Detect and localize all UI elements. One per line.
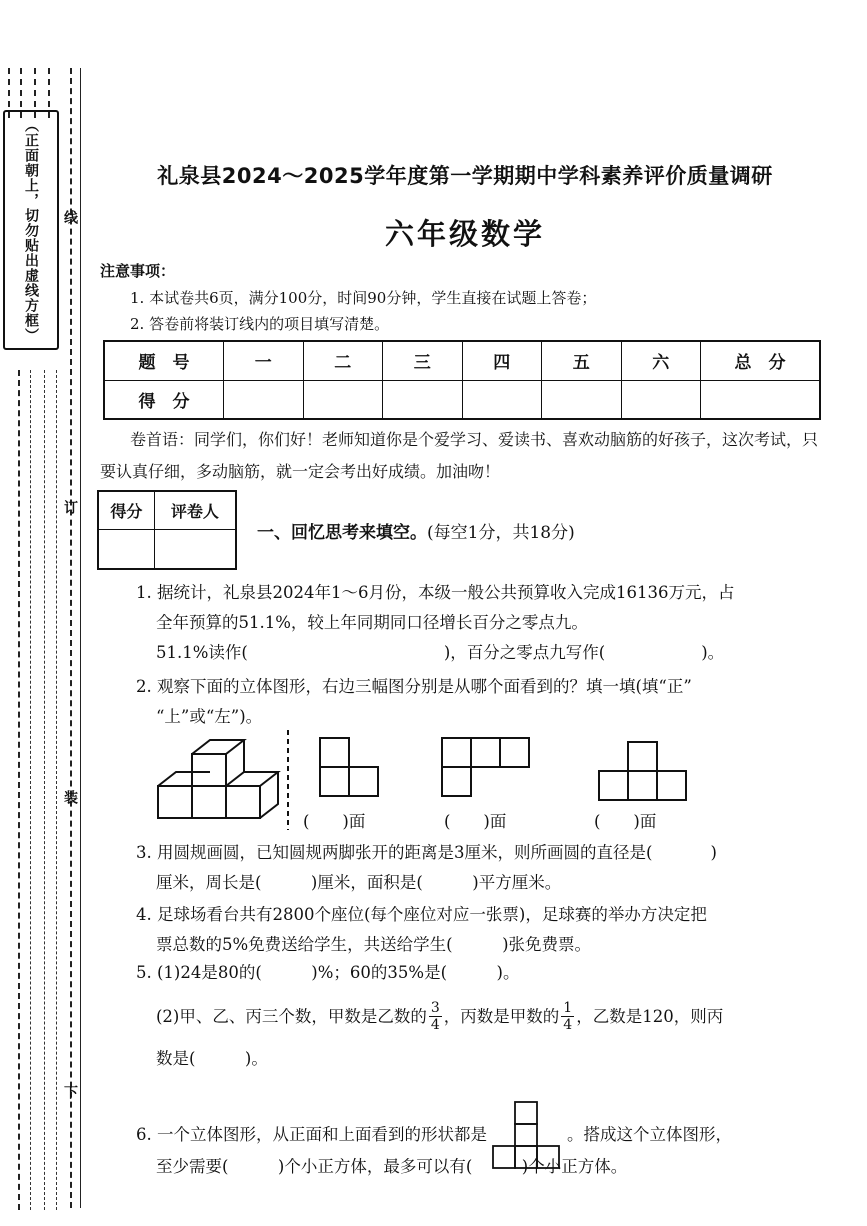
q1-text: 51.1%读作( — [156, 643, 248, 662]
view-2 — [442, 738, 529, 796]
score-header-cell: 二 — [303, 341, 383, 380]
grader-table — [97, 490, 237, 570]
fraction-denominator: 4 — [430, 1017, 440, 1033]
fraction-numerator: 1 — [563, 1000, 573, 1016]
fraction-denominator: 4 — [563, 1017, 573, 1033]
notes-heading: 注意事项： — [100, 262, 176, 280]
q5-line3: 数是( )。 — [156, 1049, 268, 1068]
binding-mark: 订 — [62, 500, 78, 514]
section-title — [257, 518, 575, 543]
q3-line2: 厘米，周长是( )厘米，面积是( )平方厘米。 — [156, 873, 562, 892]
fraction-numerator: 3 — [430, 1000, 440, 1016]
q5-text: ，丙数是甲数的 — [443, 1006, 560, 1026]
fraction-three-quarters — [429, 1000, 442, 1033]
q1-line3 — [156, 638, 724, 668]
q1-line2: 全年预算的51.1%，较上年同期同口径增长百分之零点九。 — [156, 613, 588, 632]
binding-line — [44, 370, 45, 1210]
section-title-text: 一、回忆思考来填空。 — [257, 523, 427, 543]
binding-line — [30, 370, 31, 1210]
intro-text: 卷首语：同学们，你们好！老师知道你是个爱学习、爱读书、喜欢动脑筋的好孩子，这次考试，只要认真仔细，多动脑筋，就一定会考出好成绩。加油吻！ — [100, 430, 819, 481]
fraction-one-quarter — [561, 1000, 574, 1033]
q4-line1: 4. 足球场看台共有2800个座位(每个座位对应一张票)，足球赛的举办方决定把 — [136, 905, 707, 924]
q1-text: )。 — [701, 643, 725, 662]
q2-line1: 2. 观察下面的立体图形，右边三幅图分别是从哪个面看到的？填一填(填“正” — [136, 677, 692, 696]
score-cell[interactable] — [303, 380, 383, 419]
q5-text: ，乙数是120，则丙 — [576, 1006, 724, 1026]
q5-line2 — [156, 1000, 723, 1033]
score-cell[interactable] — [224, 380, 304, 419]
score-header-cell: 三 — [383, 341, 463, 380]
q6-text: 6. 一个立体图形，从正面和上面看到的形状都是 — [136, 1125, 487, 1144]
score-cell[interactable] — [621, 380, 701, 419]
binding-mark: 线 — [62, 210, 78, 224]
score-cell[interactable] — [701, 380, 821, 419]
q6-text: 。搭成这个立体图形， — [567, 1125, 732, 1144]
score-header-cell: 总 分 — [701, 341, 821, 380]
section-note: (每空1分，共18分) — [427, 523, 575, 543]
score-header-cell: 一 — [224, 341, 304, 380]
grader-reviewer-label: 评卷人 — [154, 491, 236, 529]
binding-line — [70, 68, 72, 1208]
score-header-cell: 五 — [542, 341, 622, 380]
binding-line — [56, 370, 57, 1210]
score-header-cell: 四 — [462, 341, 542, 380]
q3-text: 3. 用圆规画圆，已知圆规两脚张开的距离是3厘米，则所画圆的直径是( — [136, 843, 653, 862]
q5-text: (2)甲、乙、丙三个数，甲数是乙数的 — [156, 1006, 427, 1026]
view-1-blank[interactable]: ( )面 — [303, 812, 366, 831]
q2-line2: “上”或“左”)。 — [156, 707, 263, 726]
note-item: 2. 答卷前将装订线内的项目填写清楚。 — [130, 315, 390, 333]
margin-instruction-box — [3, 110, 59, 350]
q1-line1: 1. 据统计，礼泉县2024年1～6月份，本级一般公共预算收入完成16136万元，占 — [136, 583, 735, 602]
exam-subject: 六年级数学 — [384, 217, 545, 251]
q1-text: )，百分之零点九写作( — [443, 643, 606, 662]
q4-line2: 票总数的5%免费送给学生，共送给学生( )张免费票。 — [156, 935, 592, 954]
note-item: 1. 本试卷共6页，满分100分，时间90分钟，学生直接在试题上答卷； — [130, 289, 597, 307]
view-3 — [599, 742, 686, 800]
binding-mark: 装 — [62, 790, 78, 804]
score-row-label: 得 分 — [104, 380, 224, 419]
grader-reviewer-cell[interactable] — [154, 529, 236, 569]
q3-line1 — [136, 838, 717, 868]
score-cell[interactable] — [383, 380, 463, 419]
view-3-blank[interactable]: ( )面 — [594, 812, 657, 831]
binding-line — [18, 370, 20, 1210]
score-header-cell: 题 号 — [104, 341, 224, 380]
view-1 — [320, 738, 378, 796]
grader-score-cell[interactable] — [98, 529, 154, 569]
grader-score-label: 得分 — [98, 491, 154, 529]
margin-instruction: （正面朝上，切勿贴出虚线方框） — [23, 117, 39, 343]
score-cell[interactable] — [542, 380, 622, 419]
score-header-cell: 六 — [621, 341, 701, 380]
q3-text: ) — [710, 843, 717, 862]
exam-title: 礼泉县2024～2025学年度第一学期期中学科素养评价质量调研 — [157, 164, 773, 188]
solid-figure — [158, 740, 278, 818]
view-2-blank[interactable]: ( )面 — [444, 812, 507, 831]
score-table — [103, 340, 821, 420]
q6-line2: 至少需要( )个小正方体，最多可以有( )个小正方体。 — [156, 1157, 628, 1176]
binding-border — [80, 68, 81, 1208]
binding-mark: 下 — [62, 1085, 78, 1099]
score-cell[interactable] — [462, 380, 542, 419]
q5-line1: 5. (1)24是80的( )%；60的35%是( )。 — [136, 963, 520, 982]
